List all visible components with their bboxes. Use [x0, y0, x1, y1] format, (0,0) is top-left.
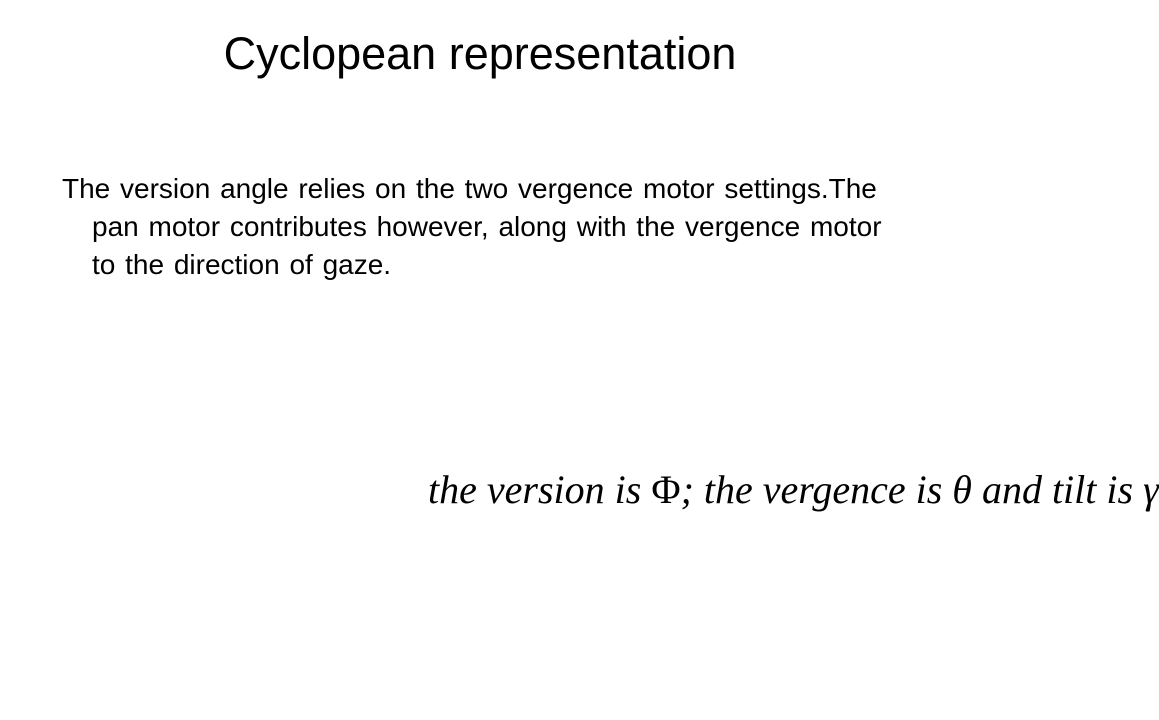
formula-text-vergence: ; the vergence is: [680, 467, 953, 512]
gamma-symbol: γ: [1143, 467, 1159, 512]
theta-symbol: θ: [952, 467, 972, 512]
slide-title: Cyclopean representation: [223, 28, 737, 79]
formula-text-version: the version is: [428, 467, 652, 512]
phi-symbol: Φ: [651, 467, 681, 512]
formula-text-tilt: and tilt is: [971, 467, 1144, 512]
body-paragraph: The version angle relies on the two vergence motor settings.The pan motor contributes however, along with the vergence motor to the direction of gaze.: [62, 173, 882, 280]
formula: [428, 460, 1159, 520]
